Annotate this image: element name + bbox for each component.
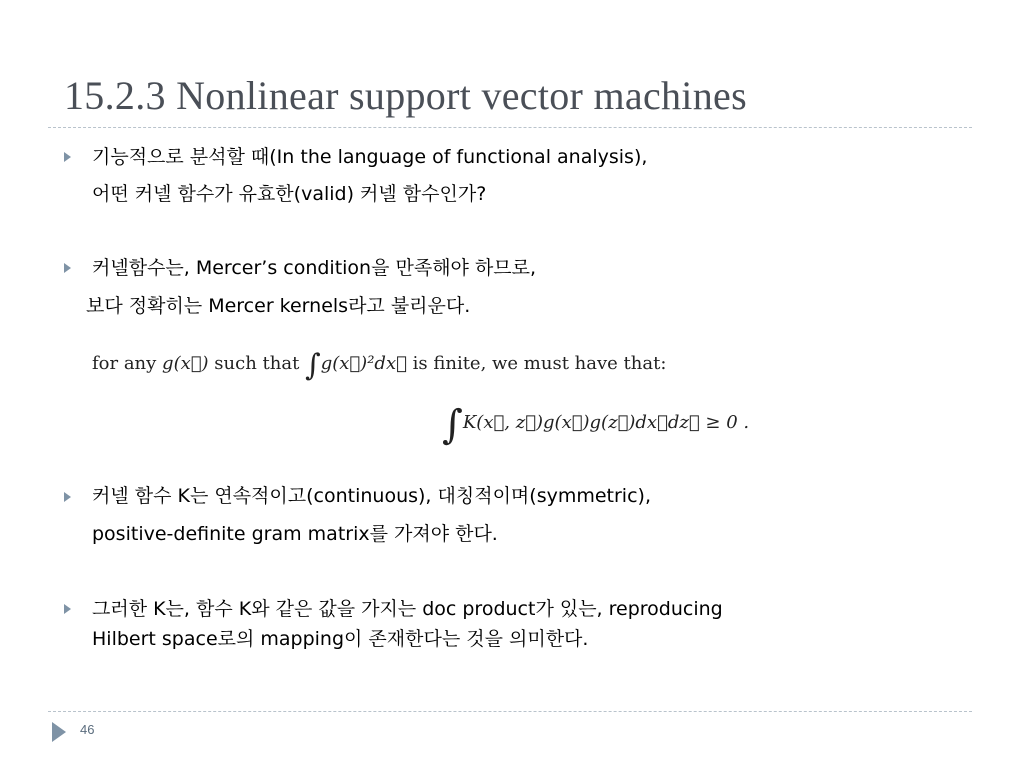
- footer-divider: [48, 711, 972, 712]
- bullet-1-line-1: 기능적으로 분석할 때(In the language of functional analysis),: [92, 146, 648, 168]
- bullet-marker-4: [64, 604, 71, 614]
- page-number: 46: [80, 722, 95, 737]
- slide-title: 15.2.3 Nonlinear support vector machines: [64, 73, 747, 118]
- integral-sign-1: ∫: [305, 348, 321, 383]
- formula-g-expr: g(x⃗): [162, 353, 209, 374]
- bullet-2-line-1: 커넬함수는, Mercer’s condition을 만족해야 하므로,: [92, 257, 537, 279]
- bullet-3-line-2: positive-definite gram matrix를 가져야 한다.: [92, 523, 498, 545]
- formula-suffix: is finite, we must have that:: [406, 353, 667, 374]
- bullet-1-line-2: 어떤 커넬 함수가 유효한(valid) 커넬 함수인가?: [92, 183, 487, 205]
- integral-sign-2: ∫: [442, 402, 463, 448]
- footer-arrow-icon: [52, 722, 66, 742]
- title-divider: [48, 127, 972, 128]
- formula-middle: such that: [208, 353, 306, 374]
- bullet-2-line-2: 보다 정확히는 Mercer kernels라고 불리운다.: [86, 295, 471, 317]
- formula-integrand: g(x⃗)²dx⃗: [320, 353, 407, 374]
- mercer-condition-line-1: [92, 348, 666, 383]
- formula-prefix: for any: [92, 353, 163, 374]
- bullet-3-line-1: 커넬 함수 K는 연속적이고(continuous), 대칭적이며(symmetric),: [92, 485, 651, 507]
- bullet-4-line-2: Hilbert space로의 mapping이 존재한다는 것을 의미한다.: [92, 628, 589, 650]
- bullet-4-line-1: 그러한 K는, 함수 K와 같은 값을 가지는 doc product가 있는, reproducing: [92, 598, 723, 620]
- bullet-marker-2: [64, 263, 71, 273]
- bullet-marker-1: [64, 152, 71, 162]
- formula-kernel-expr: K(x⃗, z⃗)g(x⃗)g(z⃗)dx⃗dz⃗ ≥ 0 .: [462, 412, 750, 433]
- mercer-condition-line-2: [442, 402, 749, 448]
- bullet-marker-3: [64, 492, 71, 502]
